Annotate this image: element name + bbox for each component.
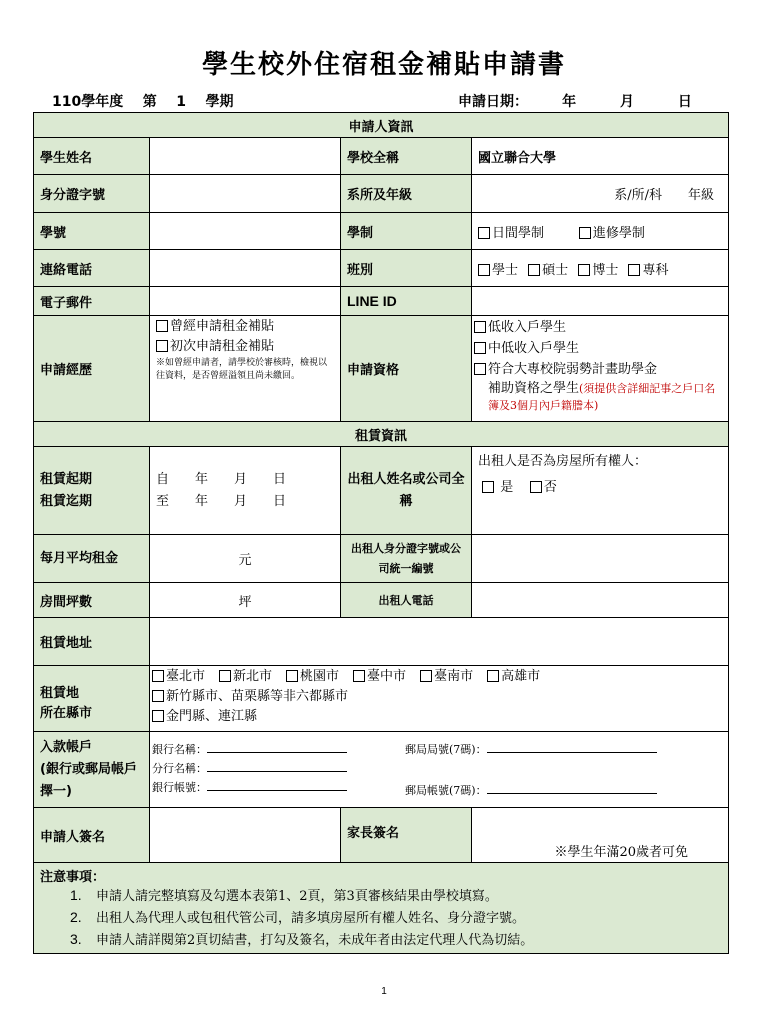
county-checkbox[interactable] xyxy=(152,670,164,682)
school-name-value[interactable]: 國立聯合大學 xyxy=(472,138,729,175)
county-option[interactable] xyxy=(152,669,205,684)
lease-period-field[interactable]: 自 年 月 日 至 年 月 日 xyxy=(150,447,341,535)
evening-system-checkbox[interactable] xyxy=(579,227,591,239)
kinmen-lienchiang-checkbox[interactable] xyxy=(152,710,164,722)
qualification-options: 低收入戶學生 中低收入戶學生 符合大專校院弱勢計畫助學金 補助資格之學生(須提供含詳細記事之戶口名簿及3個月內戶籍謄本) xyxy=(472,316,729,422)
non-six-cities-checkbox[interactable] xyxy=(152,690,164,702)
county-option-label: 新北市 xyxy=(233,669,273,684)
landlord-phone-label: 出租人電話 xyxy=(341,583,472,618)
note-number: 3. xyxy=(70,931,82,947)
county-option-label: 臺南市 xyxy=(434,669,474,684)
first-time-checkbox[interactable] xyxy=(156,340,168,352)
junior-college-checkbox[interactable] xyxy=(628,264,640,276)
student-name-label: 學生姓名 xyxy=(34,138,150,175)
county-option[interactable] xyxy=(353,669,406,684)
account-fields: 銀行名稱： 分行名稱： 銀行帳號： 郵局局號(7碼)： 郵局帳號(7碼)： xyxy=(150,732,729,808)
line-id-label: LINE ID xyxy=(341,287,472,316)
applicant-sign-label: 申請人簽名 xyxy=(34,808,150,863)
qualification-label: 申請資格 xyxy=(341,316,472,422)
county-option-label: 臺北市 xyxy=(166,669,206,684)
post-office-code-input[interactable] xyxy=(487,741,657,753)
class-label: 班別 xyxy=(341,250,472,287)
county-checkbox[interactable] xyxy=(353,670,365,682)
county-checkbox[interactable] xyxy=(219,670,231,682)
email-label: 電子郵件 xyxy=(34,287,150,316)
area-label: 房間坪數 xyxy=(34,583,150,618)
phone-label: 連絡電話 xyxy=(34,250,150,287)
dept-grade-field[interactable]: 系/所/科 年級 xyxy=(472,175,729,213)
notes-box xyxy=(34,863,729,954)
phone-field[interactable] xyxy=(150,250,341,287)
post-account-input[interactable] xyxy=(487,782,657,794)
county-label: 租賃地 所在縣市 xyxy=(34,666,150,732)
area-field[interactable]: 坪 xyxy=(150,583,341,618)
day-system-checkbox[interactable] xyxy=(478,227,490,239)
history-label: 申請經歷 xyxy=(34,316,150,422)
student-no-field[interactable] xyxy=(150,213,341,250)
bank-name-input[interactable] xyxy=(207,741,347,753)
rent-field[interactable]: 元 xyxy=(150,535,341,583)
county-checkbox[interactable] xyxy=(487,670,499,682)
landlord-id-label: 出租人身分證字號或公司統一編號 xyxy=(341,535,472,583)
disadvantaged-checkbox[interactable] xyxy=(474,363,486,375)
school-name-label: 學校全稱 xyxy=(341,138,472,175)
county-option-label: 臺中市 xyxy=(367,669,407,684)
system-options: 日間學制 進修學制 xyxy=(472,213,729,250)
parent-sign-field[interactable]: ※學生年滿20歲者可免 xyxy=(472,808,729,863)
county-option-label: 高雄市 xyxy=(501,669,541,684)
landlord-phone-field[interactable] xyxy=(472,583,729,618)
line-id-field[interactable] xyxy=(472,287,729,316)
notes-title: 注意事項： xyxy=(40,870,106,885)
note-text: 申請人請詳閱第2頁切結書，打勾及簽名，未成年者由法定代理人代為切結。 xyxy=(96,933,534,948)
form-title: 學生校外住宿租金補貼申請書 xyxy=(201,50,566,80)
class-options: 學士 碩士 博士 專科 xyxy=(472,250,729,287)
master-checkbox[interactable] xyxy=(528,264,540,276)
applied-before-checkbox[interactable] xyxy=(156,320,168,332)
id-number-label: 身分證字號 xyxy=(34,175,150,213)
id-number-field[interactable] xyxy=(150,175,341,213)
county-options: 臺北市 新北市 桃園市 臺中市 臺南市 高雄市 新竹縣市、苗栗縣等非六都縣市 金門縣、連江縣 xyxy=(150,666,729,732)
applicant-sign-field[interactable] xyxy=(150,808,341,863)
note-number: 1. xyxy=(70,887,82,903)
low-income-checkbox[interactable] xyxy=(474,321,486,333)
history-options: 曾經申請租金補貼 初次申請租金補貼 ※如曾經申請者，請學校於審核時，檢視以往資料，是否曾經溢領且尚未繳回。 xyxy=(150,316,341,422)
section-applicant: 申請人資訊 xyxy=(34,113,729,138)
bachelor-checkbox[interactable] xyxy=(478,264,490,276)
landlord-name-field[interactable]: 出租人是否為房屋所有權人： 是 否 xyxy=(472,447,729,535)
rent-label: 每月平均租金 xyxy=(34,535,150,583)
bank-account-input[interactable] xyxy=(207,779,347,791)
county-option[interactable] xyxy=(286,669,339,684)
qualification-note: (須提供含詳細記事之戶口名簿及3個月內戶籍謄本) xyxy=(488,382,716,412)
student-no-label: 學號 xyxy=(34,213,150,250)
note-text: 申請人請完整填寫及勾選本表第1、2頁，第3頁審核結果由學校填寫。 xyxy=(96,889,498,904)
county-option-label: 桃園市 xyxy=(300,669,340,684)
note-number: 2. xyxy=(70,909,82,925)
county-option[interactable] xyxy=(219,669,272,684)
student-name-field[interactable] xyxy=(150,138,341,175)
county-option[interactable] xyxy=(420,669,473,684)
landlord-name-label: 出租人姓名或公司全稱 xyxy=(341,447,472,535)
phd-checkbox[interactable] xyxy=(578,264,590,276)
email-field[interactable] xyxy=(150,287,341,316)
section-rental: 租賃資訊 xyxy=(34,422,729,447)
note-item xyxy=(70,885,722,907)
branch-name-input[interactable] xyxy=(207,760,347,772)
address-field[interactable] xyxy=(150,618,729,666)
page-number: 1 xyxy=(381,986,387,997)
note-text: 出租人為代理人或包租代管公司，請多填房屋所有權人姓名、身分證字號。 xyxy=(96,911,526,926)
school-year: 110學年度 第 1 學期 xyxy=(52,94,234,110)
lease-period-label: 租賃起期 租賃迄期 xyxy=(34,447,150,535)
application-form-table xyxy=(33,112,729,954)
county-checkbox[interactable] xyxy=(420,670,432,682)
county-checkbox[interactable] xyxy=(286,670,298,682)
account-label: 入款帳戶 (銀行或郵局帳戶擇一) xyxy=(34,732,150,808)
landlord-id-field[interactable] xyxy=(472,535,729,583)
parent-sign-label: 家長簽名 xyxy=(341,808,472,863)
apply-date: 申請日期： 年 月 日 xyxy=(458,94,692,110)
county-option[interactable] xyxy=(487,669,540,684)
dept-grade-label: 系所及年級 xyxy=(341,175,472,213)
note-item xyxy=(70,929,722,951)
mid-low-income-checkbox[interactable] xyxy=(474,342,486,354)
note-item xyxy=(70,907,722,929)
history-note: ※如曾經申請者，請學校於審核時，檢視以往資料，是否曾經溢領且尚未繳回。 xyxy=(156,358,328,381)
system-label: 學制 xyxy=(341,213,472,250)
address-label: 租賃地址 xyxy=(34,618,150,666)
owner-yes-checkbox[interactable] xyxy=(482,481,494,493)
owner-no-checkbox[interactable] xyxy=(530,481,542,493)
